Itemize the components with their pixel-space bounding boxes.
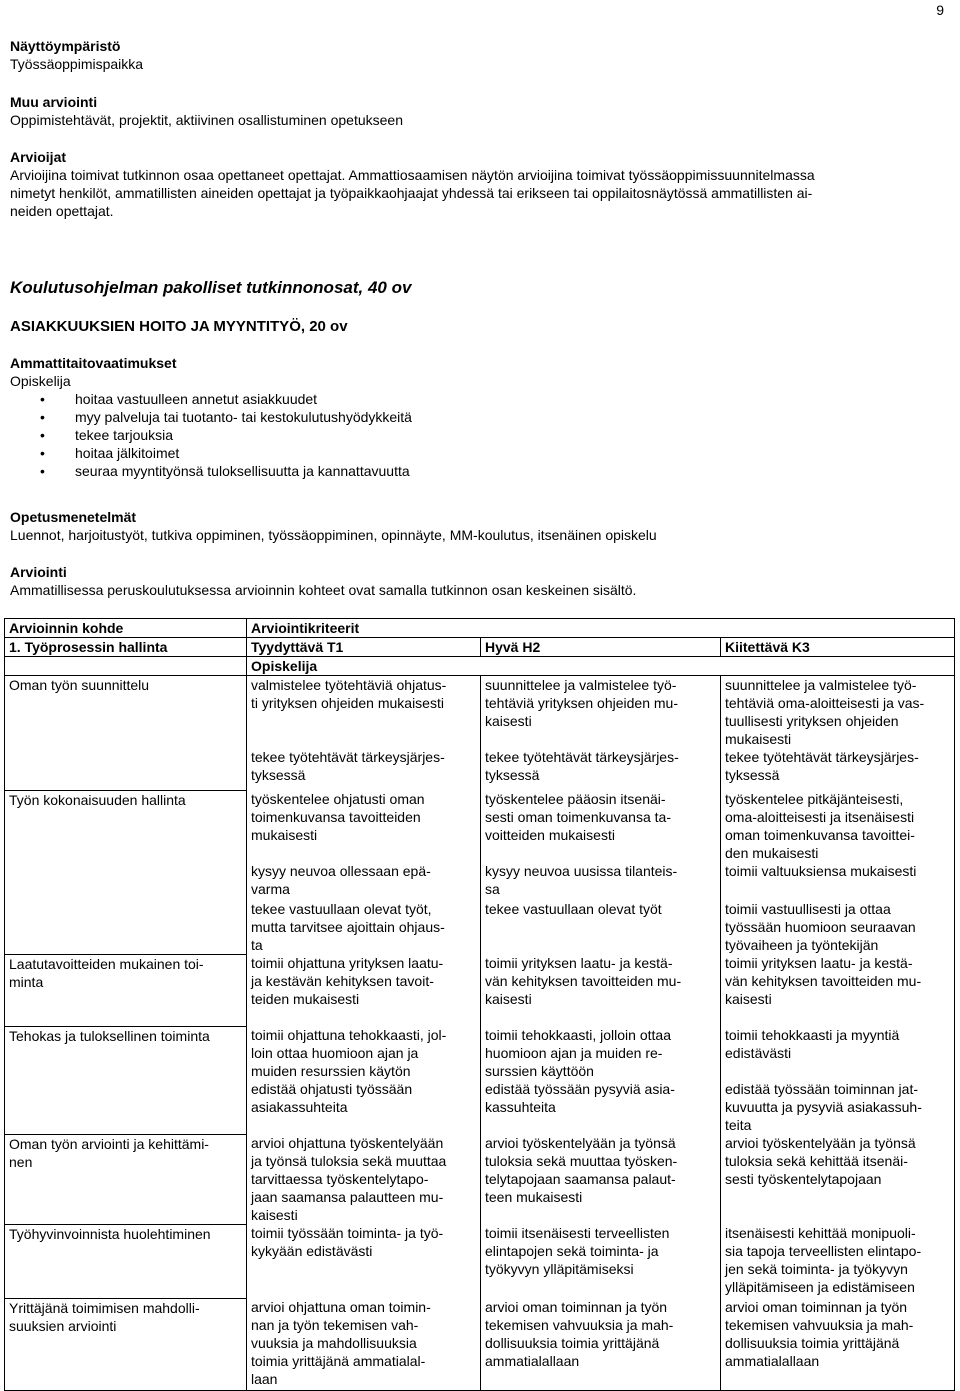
environment-text: Työssäoppimispaikka <box>10 56 144 72</box>
table-row <box>5 676 955 749</box>
page-number: 9 <box>936 2 944 18</box>
row-t1: tekee työtehtävät tärkeysjärjes- tyksessä <box>247 748 481 790</box>
table-row <box>5 1134 955 1224</box>
row-t1: toimii ohjattuna yrityksen laatu- ja kestävän kehityksen tavoit- teiden mukaisesti <box>247 954 481 1026</box>
row-k3: arvioi työskentelyään ja työnsä tuloksia sekä kehittää itsenäi- sesti työskentelytapojaan <box>721 1134 955 1224</box>
row-h2: tekee vastuullaan olevat työt <box>481 900 721 954</box>
other-assessment-text: Oppimistehtävät, projektit, aktiivinen osallistuminen opetukseen <box>10 112 403 128</box>
skills-subject: Opiskelija <box>10 373 71 389</box>
skills-section <box>10 354 412 480</box>
table-row <box>5 1298 955 1390</box>
table-row <box>5 862 955 900</box>
row-h2: toimii yrityksen laatu- ja kestä- vän kehityksen tavoitteiden mu- kaisesti <box>481 954 721 1026</box>
environment-section <box>10 37 143 73</box>
table-row <box>5 748 955 790</box>
row-target <box>5 900 247 954</box>
row-k3: arvioi oman toiminnan ja työn tekemisen vahvuuksia ja mah- dollisuuksia toimia yrittäjänä ammatialallaan <box>721 1298 955 1390</box>
row-h2: kysyy neuvoa uusissa tilanteis- sa <box>481 862 721 900</box>
row-k3: toimii yrityksen laatu- ja kestä- vän kehityksen tavoitteiden mu- kaisesti <box>721 954 955 1026</box>
skills-list <box>10 390 412 480</box>
row-target: Oman työn suunnittelu <box>5 676 247 749</box>
row-h2: tekee työtehtävät tärkeysjärjes- tyksessä <box>481 748 721 790</box>
row-k3: työskentelee pitkäjänteisesti, oma-aloitteisesti ja itsenäisesti oman toimenkuvansa tavoittei- den mukaisesti <box>721 790 955 862</box>
row-k3: toimii valtuuksiensa mukaisesti <box>721 862 955 900</box>
skill-item: • seuraa myyntityönsä tuloksellisuutta ja kannattavuutta <box>10 462 412 480</box>
level-k3: Kiitettävä K3 <box>721 638 955 657</box>
skill-item: • hoitaa jälkitoimet <box>10 444 412 462</box>
row-target <box>5 862 247 900</box>
other-assessment-section <box>10 93 403 129</box>
skill-item: • myy palveluja tai tuotanto- tai kestokulutushyödykkeitä <box>10 408 412 426</box>
row-t1: toimii työssään toiminta- ja työ- kykyään edistävästi <box>247 1224 481 1298</box>
header-target: Arvioinnin kohde <box>5 619 247 638</box>
row-target: Tehokas ja tuloksellinen toiminta <box>5 1026 247 1080</box>
row-target: Työn kokonaisuuden hallinta <box>5 790 247 862</box>
row-target: Yrittäjänä toimimisen mahdolli- suuksien arviointi <box>5 1298 247 1390</box>
row-h2: suunnittelee ja valmistelee työ- tehtäviä yrityksen ohjeiden mu- kaisesti <box>481 676 721 749</box>
assessment-section <box>10 563 636 599</box>
row-target <box>5 1080 247 1134</box>
skill-item: • hoitaa vastuulleen annetut asiakkuudet <box>10 390 412 408</box>
methods-text: Luennot, harjoitustyöt, tutkiva oppiminen, työssäoppiminen, opinnäyte, MM-koulutus, itsenäinen opiskelu <box>10 527 657 543</box>
row-k3: itsenäisesti kehittää monipuoli- sia tapoja terveellisten elintapo- jen sekä toiminta- ja työkyvyn ylläpitämiseen ja edistämiseen <box>721 1224 955 1298</box>
row-h2: toimii itsenäisesti terveellisten elintapojen sekä toiminta- ja työkyvyn ylläpitämiseksi <box>481 1224 721 1298</box>
table-row <box>5 1026 955 1080</box>
table-row <box>5 1080 955 1134</box>
row-k3: suunnittelee ja valmistelee työ- tehtäviä oma-aloitteisesti ja vas- tuullisesti yrityksen ohjeiden mukaisesti <box>721 676 955 749</box>
module-title: ASIAKKUUKSIEN HOITO JA MYYNTITYÖ, 20 ov <box>10 318 348 335</box>
row-target: Oman työn arviointi ja kehittämi- nen <box>5 1134 247 1224</box>
methods-section <box>10 508 657 544</box>
row-t1: valmistelee työtehtäviä ohjatus- ti yrityksen ohjeiden mukaisesti <box>247 676 481 749</box>
assessment-text: Ammatillisessa peruskoulutuksessa arvioinnin kohteet ovat samalla tutkinnon osan keskeinen sisältö. <box>10 582 637 598</box>
row-k3: toimii vastuullisesti ja ottaa työssään huomioon seuraavan työvaiheen ja työntekijän <box>721 900 955 954</box>
table-row <box>5 790 955 862</box>
level-h2: Hyvä H2 <box>481 638 721 657</box>
skills-heading: Ammattitaitovaatimukset <box>10 355 177 371</box>
assessors-line-3: neiden opettajat. <box>10 203 114 219</box>
skill-item: • tekee tarjouksia <box>10 426 412 444</box>
row-t1: toimii ohjattuna tehokkaasti, jol- loin ottaa huomioon ajan ja muiden resurssien käytön <box>247 1026 481 1080</box>
row-t1: tekee vastuullaan olevat työt, mutta tarvitsee ajoittain ohjaus- ta <box>247 900 481 954</box>
row-h2: työskentelee pääosin itsenäi- sesti oman toimenkuvansa ta- voitteiden mukaisesti <box>481 790 721 862</box>
row-target: Työhyvinvoinnista huolehtiminen <box>5 1224 247 1298</box>
row-k3: toimii tehokkaasti ja myyntiä edistävästi <box>721 1026 955 1080</box>
row-t1: edistää ohjatusti työssään asiakassuhteita <box>247 1080 481 1134</box>
row-t1: kysyy neuvoa ollessaan epä- varma <box>247 862 481 900</box>
methods-heading: Opetusmenetelmät <box>10 509 137 525</box>
row-h2: arvioi työskentelyään ja työnsä tuloksia sekä muuttaa työsken- telytapojaan saamansa palaut- teen mukaisesti <box>481 1134 721 1224</box>
row-target: Laatutavoitteiden mukainen toi- minta <box>5 954 247 1026</box>
row-h2: toimii tehokkaasti, jolloin ottaa huomioon ajan ja muiden re- surssien käyttöön <box>481 1026 721 1080</box>
row-t1: arvioi ohjattuna työskentelyään ja työnsä tuloksia sekä muuttaa tarvittaessa työskentelytapo- jaan saamansa palautteen mu- kaisesti <box>247 1134 481 1224</box>
section-title: 1. Työprosessin hallinta <box>5 638 247 657</box>
row-target <box>5 748 247 790</box>
assessors-line-2: nimetyt henkilöt, ammatillisten aineiden opettajat ja työpaikkaohjaajat yhdessä tai erikseen tai oppilaitosnäytössä ammatillisten ai- <box>10 185 813 201</box>
assessors-section <box>10 148 955 220</box>
table-row <box>5 954 955 1026</box>
table-row <box>5 1224 955 1298</box>
level-t1: Tyydyttävä T1 <box>247 638 481 657</box>
assessors-heading: Arvioijat <box>10 149 67 165</box>
row-k3: tekee työtehtävät tärkeysjärjes- tyksessä <box>721 748 955 790</box>
criteria-table <box>4 618 955 1391</box>
table-row <box>5 900 955 954</box>
row-h2: arvioi oman toiminnan ja työn tekemisen vahvuuksia ja mah- dollisuuksia toimia yrittäjänä ammatialallaan <box>481 1298 721 1390</box>
environment-heading: Näyttöympäristö <box>10 38 121 54</box>
table-subject: Opiskelija <box>247 657 955 676</box>
row-h2: edistää työssään pysyviä asia- kassuhteita <box>481 1080 721 1134</box>
other-assessment-heading: Muu arviointi <box>10 94 98 110</box>
row-t1: työskentelee ohjatusti oman toimenkuvansa tavoitteiden mukaisesti <box>247 790 481 862</box>
row-t1: arvioi ohjattuna oman toimin- nan ja työn tekemisen vah- vuuksia ja mahdollisuuksia toimia yrittäjänä ammatialal- laan <box>247 1298 481 1390</box>
program-title: Koulutusohjelman pakolliset tutkinnonosat, 40 ov <box>10 278 412 297</box>
subject-spacer <box>5 657 247 676</box>
header-criteria: Arviointikriteerit <box>247 619 955 638</box>
assessment-heading: Arviointi <box>10 564 67 580</box>
assessors-line-1: Arvioijina toimivat tutkinnon osaa opettaneet opettajat. Ammattiosaamisen näytön arvioijina toimivat työssäoppimissuunnitelmassa <box>10 167 815 183</box>
row-k3: edistää työssään toiminnan jat- kuvuutta ja pysyviä asiakassuh- teita <box>721 1080 955 1134</box>
